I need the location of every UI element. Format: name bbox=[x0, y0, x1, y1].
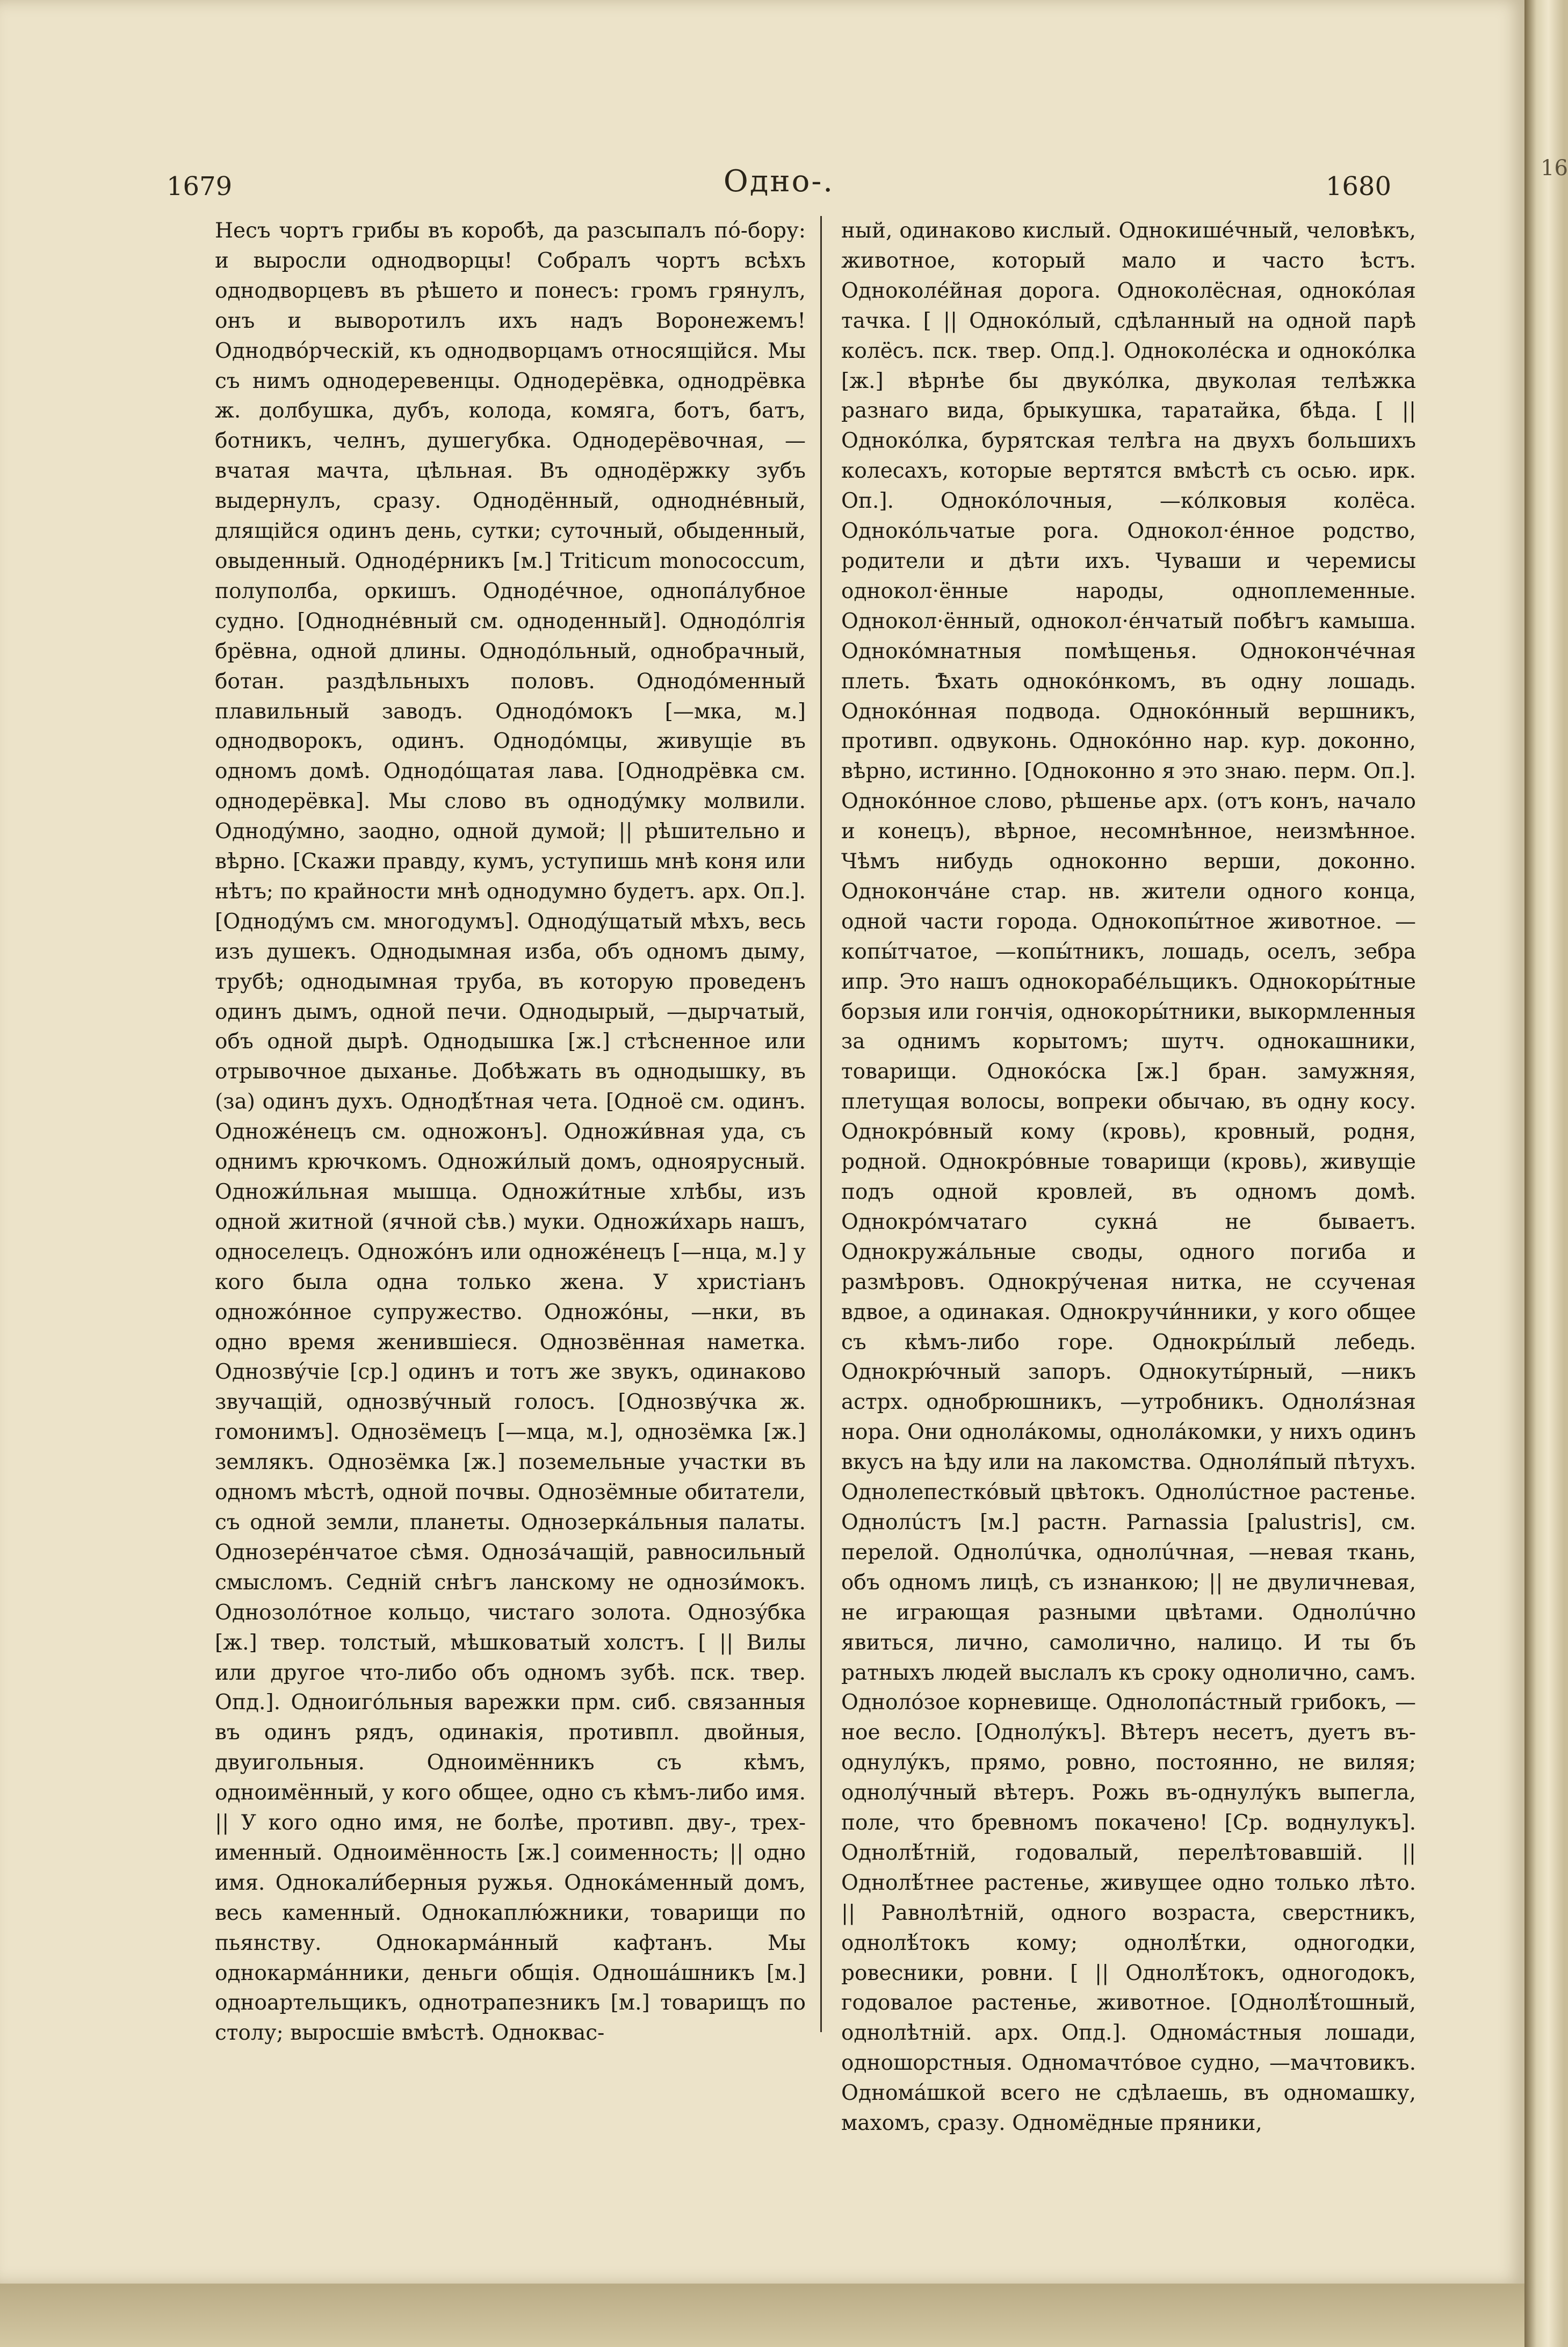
page-number-left: 1679 bbox=[167, 171, 233, 201]
page-number-right: 1680 bbox=[1325, 171, 1391, 201]
column-divider bbox=[820, 216, 822, 2032]
page-bottom-edge bbox=[0, 2284, 1524, 2347]
text-column-right: ный, одинаково кислый. Однокишéчный, человѣкъ, животное, который мало и часто ѣстъ. Одноколéйная дорога. Одноколёсная, однокóлая тачка. [ || Однокóлый, сдѣланный на одной парѣ колёсъ. пск. твер. Опд.]. Одноколéска и однокóлка [ж.] вѣрнѣе бы двукóлка, двуколая телѣжка разнаго вида, брыкушка, таратайка, бѣда. [ || Однокóлка, бурятская телѣга на двухъ большихъ колесахъ, которые вертятся вмѣстѣ съ осью. ирк. Оп.]. Однокóлочныя, —кóлковыя колёса. Однокóльчатые рога. Однокол·éнное родство, родители и дѣти ихъ. Чуваши и черемисы однокол·ённые народы, одноплеменные. Однокол·ённый, однокол·éнчатый побѣгъ камыша. Однокóмнатныя помѣщенья. Однокончéчная плеть. Ѣхать однокóнкомъ, въ одну лошадь. Однокóнная подвода. Однокóнный вершникъ, противп. одвуконь. Однокóнно нар. кур. доконно, вѣрно, истинно. [Одноконно я это знаю. перм. Оп.]. Однокóнное слово, рѣшенье арх. (отъ конъ, начало и конецъ), вѣрное, несомнѣнное, неизмѣнное. Чѣмъ нибудь одноконно верши, доконно. Одноконча́не стар. нв. жители одного конца, одной части города. Однокопы́тное животное. —копы́тчатое, —копы́тникъ, лошадь, оселъ, зебра ипр. Это нашъ однокорабéльщикъ. Однокоры́тные борзыя или гончія, однокоры́тники, выкормленныя за однимъ корытомъ; шутч. однокашники, товарищи. Однокóска [ж.] бран. замужняя, плетущая волосы, вопреки обычаю, въ одну косу. Однокрóвный кому (кровь), кровный, родня, родной. Однокрóвные товарищи (кровь), живущіе подъ одной кровлей, въ одномъ домѣ. Однокрóмчатаго сукнá не бываетъ. Однокружáльные своды, одного погиба и размѣровъ. Однокрýченая нитка, не ссученая вдвое, а одинакая. Однокручи́нники, у кого общее съ кѣмъ-либо горе. Однокры́лый лебедь. Однокрю́чный запоръ. Однокуты́рный, —никъ астрх. однобрюшникъ, —утробникъ. Одноля́зная нора. Они однолáкомы, однолáкомки, у нихъ одинъ вкусъ на ѣду или на лакомства. Одноля́пый пѣтухъ. Однолепестко́вый цвѣтокъ. Однолúстное растенье. Однолúстъ [м.] растн. Parnassia [palustris], см. перелой. Однолúчка, однолúчная, —невая ткань, объ одномъ лицѣ, съ изнанкою; || не двуличневая, не играющая разными цвѣтами. Однолúчно явиться, лично, самолично, налицо. И ты бъ ратныхъ людей выслалъ къ сроку однолично, самъ. Однолóзое корневище. Однолопáстный грибокъ, —ное весло. [Однолýкъ]. Вѣтеръ несетъ, дуетъ въ-однулýкъ, прямо, ровно, постоянно, не виляя; однолýчный вѣтеръ. Рожь въ-однулýкъ выпегла, поле, что бревномъ покачено! [Ср. воднулукъ]. Однолѣ́тній, годовалый, перелѣтовавшій. || Однолѣ́тнее растенье, живущее одно только лѣто. || Равнолѣтній, одного возраста, сверстникъ, однолѣ́токъ кому; однолѣ́тки, одногодки, ровесники, ровни. [ || Однолѣ́токъ, одногодокъ, годовалое растенье, животное. [Однолѣ́тошный, однолѣтній. арх. Опд.]. Одномáстныя лошади, одношорстныя. Одномачто́вое судно, —мачтовикъ. Одномáшкой всего не сдѣлаешь, въ одномашку, махомъ, сразу. Одномёдные пряники, bbox=[841, 219, 1416, 2136]
page-header bbox=[167, 164, 1391, 207]
next-page-edge-number: 16 bbox=[1541, 156, 1568, 181]
text-column-left: Несъ чортъ грибы въ коробѣ, да разсыпалъ по́-бору: и выросли однодворцы! Собралъ чортъ всѣхъ однодворцевъ въ рѣшето и понесъ: громъ грянулъ, онъ и выворотилъ ихъ надъ Воронежемъ! Однодво́рческій, къ однодворцамъ относящійся. Мы съ нимъ однодеревенцы. Однодерёвка, однодрёвка ж. долбушка, дубъ, колода, комяга, ботъ, батъ, ботникъ, челнъ, душегубка. Однодерёвочная, —вчатая мачта, цѣльная. Въ однодёржку зубъ выдернулъ, сразу. Однодённый, однодне́вный, длящійся одинъ день, сутки; суточный, обыденный, овыденный. Одноде́рникъ [м.] Triticum monococcum, полуполба, оркишъ. Однодéчное, однопа́лубное судно. [Однодне́вный см. одноденный]. Однодо́лгія брёвна, одной длины. Однодо́льный, однобрачный, ботан. раздѣльныхъ половъ. Однодо́менный плавильный заводъ. Однодо́мокъ [—мка, м.] однодворокъ, одинъ. Однодо́мцы, живущіе въ одномъ домѣ. Однодо́щатая лава. [Однодрёвка см. однодерёвка]. Мы слово въ однодýмку молвили. Однодýмно, заодно, одной думой; || рѣшительно и вѣрно. [Скажи правду, кумъ, уступишь мнѣ коня или нѣтъ; по крайности мнѣ однодумно будетъ. арх. Оп.]. [Однодýмъ см. многодумъ]. Однодýщатый мѣхъ, весь изъ душекъ. Однодымная изба, объ одномъ дыму, трубѣ; однодымная труба, въ которую проведенъ одинъ дымъ, одной печи. Однодырый, —дырчатый, объ одной дырѣ. Однодышка [ж.] стѣсненное или отрывочное дыханье. Добѣжать въ однодышку, въ (за) одинъ духъ. Однодѣ́тная чета. [Одноё см. одинъ. Одноже́нецъ см. одножонъ]. Одножи́вная уда, съ однимъ крючкомъ. Одножи́лый домъ, одноярусный. Одножи́льная мышца. Одножи́тные хлѣбы, изъ одной житной (ячной сѣв.) муки. Одножи́харь нашъ, односелецъ. Одножо́нъ или одноже́нецъ [—нца, м.] у кого была одна только жена. У христіанъ одножо́нное супружество. Одножо́ны, —нки, въ одно время женившіеся. Однозвённая наметка. Однозвýчіе [ср.] одинъ и тотъ же звукъ, одинаково звучащій, однозвýчный голосъ. [Однозвýчка ж. гомонимъ]. Однозёмецъ [—мца, м.], однозёмка [ж.] землякъ. Однозёмка [ж.] поземельные участки въ одномъ мѣстѣ, одной почвы. Однозёмные обитатели, съ одной земли, планеты. Однозеркáльныя палаты. Однозерéнчатое сѣмя. Одноза́чащій, равносильный смысломъ. Седній снѣгъ ланскому не однози́мокъ. Однозоло́тное кольцо, чистаго золота. Однозýбка [ж.] твер. толстый, мѣшковатый холстъ. [ || Вилы или другое что-либо объ одномъ зубѣ. пск. твер. Опд.]. Одноиго́льныя варежки прм. сиб. связанныя въ одинъ рядъ, одинакія, противпл. двойныя, двуигольныя. Одноимённикъ съ кѣмъ, одноимённый, у кого общее, одно съ кѣмъ-либо имя. || У кого одно имя, не болѣе, противп. дву-, трех-именный. Одноимённость [ж.] соименность; || одно имя. Однокали́берныя ружья. Однока́менный домъ, весь каменный. Однокаплю́жники, товарищи по пьянству. Однокарма́нный кафтанъ. Мы однокарма́нники, деньги общія. Одноша́шникъ [м.] одноартельщикъ, однотрапезникъ [м.] товарищъ по столу; выросшіе вмѣстѣ. Однокваc- bbox=[215, 219, 806, 2046]
book-gutter bbox=[1524, 0, 1564, 2347]
running-head: Одно-. bbox=[723, 164, 835, 199]
